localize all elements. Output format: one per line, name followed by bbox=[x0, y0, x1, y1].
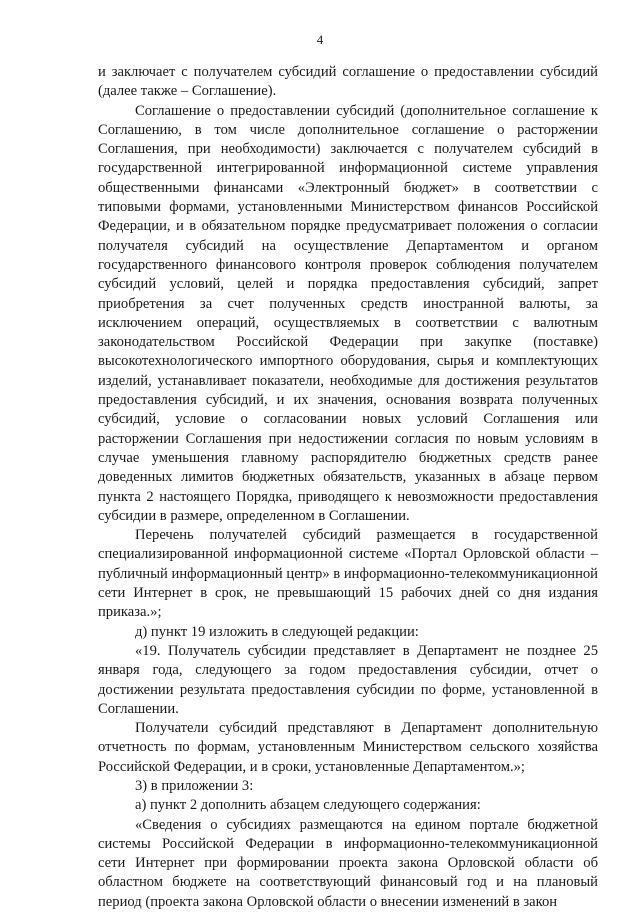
paragraph-1: и заключает с получателем субсидий соглашение о предоставлении субсидий (далее также – Соглашение). bbox=[98, 64, 598, 100]
paragraph-8: а) пункт 2 дополнить абзацем следующего содержания: bbox=[135, 797, 481, 814]
paragraph-7: 3) в приложении 3: bbox=[135, 777, 254, 794]
paragraph-6: Получатели субсидий представляют в Департамент дополнительную отчетность по формам, установленным Министерством сельского хозяйства Российской Федерации, и в сроки, установленные Департаментом.»; bbox=[98, 720, 598, 775]
document-body bbox=[98, 63, 598, 912]
paragraph-9: «Сведения о субсидиях размещаются на едином портале бюджетной системы Российской Федерации в информационно-телекоммуникационной сети Интернет при формировании проекта закона Орловской области об областном бюджете на соответствующий финансовый год и на плановый период (проекта закона Орловской области о внесении изменений в закон bbox=[98, 816, 598, 910]
paragraph-5: «19. Получатель субсидии представляет в Департамент не позднее 25 января года, следующего за годом предоставления субсидии, отчет о достижении результата предоставления субсидии по форме, установленной в Соглашении. bbox=[98, 642, 598, 717]
paragraph-2: Соглашение о предоставлении субсидий (дополнительное соглашение к Соглашению, в том числе дополнительное соглашение о расторжении Соглашения, при необходимости) заключается с получателем субсидий в государственной интегрированной информационной системе управления общественными финансами «Электронный бюджет» в соответствии с типовыми формами, установленными Министерством финансов Российской Федерации, и в обязательном порядке предусматривает положения о согласии получателя субсидий на осуществление Департаментом и органом государственного финансового контроля проверок соблюдения получателем субсидий условий, целей и порядка предоставления субсидий, запрет приобретения за счет полученных средств иностранной валюты, за исключением операций, осуществляемых в соответствии с валютным законодательством Российской Федерации при закупке (поставке) высокотехнологического импортного оборудования, сырья и комплектующих изделий, устанавливает показатели, необходимые для достижения результатов предоставления субсидий, и их значения, основания возврата полученных субсидий, условие о согласовании новых условий Соглашения или расторжении Соглашения при недостижении согласия по новым условиям в случае уменьшения главному распорядителю бюджетных средств ранее доведенных лимитов бюджетных обязательств, указанных в абзаце первом пункта 2 настоящего Порядка, приводящего к невозможности предоставления субсидии в размере, определенном в Соглашении. bbox=[98, 102, 598, 524]
paragraph-4: д) пункт 19 изложить в следующей редакции: bbox=[135, 623, 419, 640]
paragraph-3: Перечень получателей субсидий размещается в государственной специализированной информационной системе «Портал Орловской области – публичный информационный центр» в информационно-телекоммуникационной сети Интернет в срок, не превышающий 15 рабочих дней со дня издания приказа.»; bbox=[98, 527, 598, 621]
page-number: 4 bbox=[316, 32, 324, 47]
